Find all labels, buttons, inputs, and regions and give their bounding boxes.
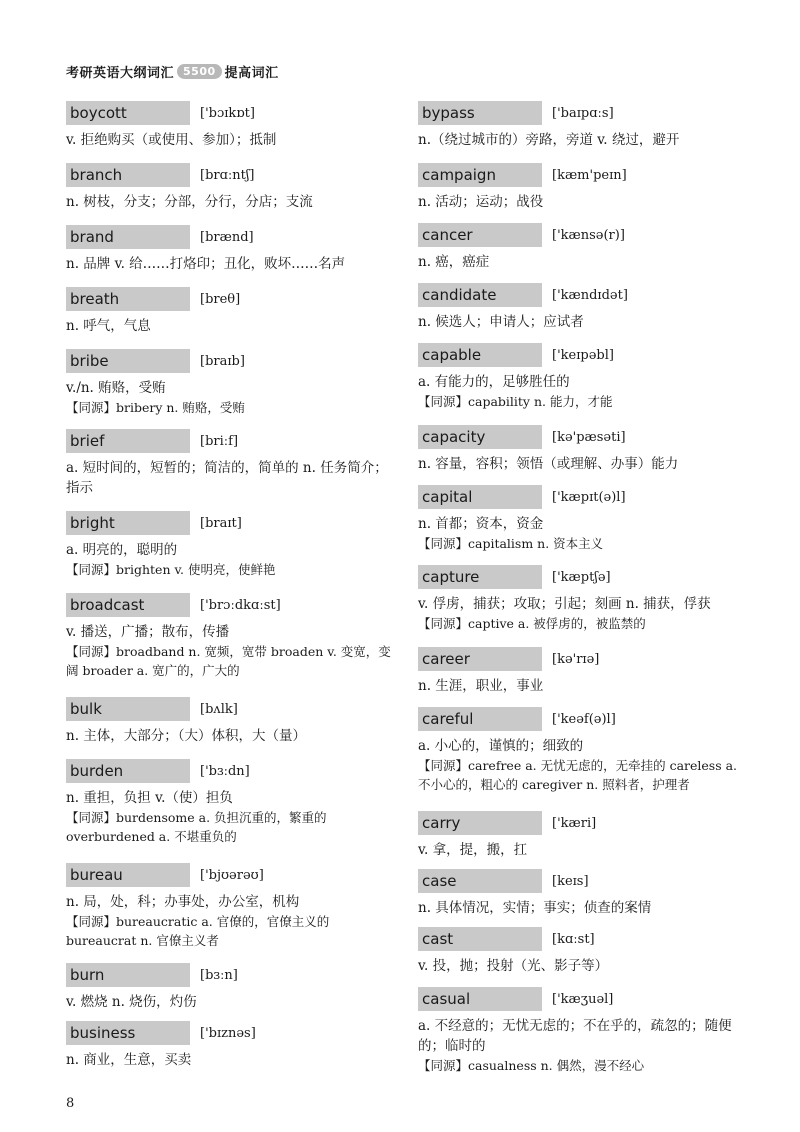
headword: branch	[66, 163, 190, 187]
cognate-note: 【同源】burdensome a. 负担沉重的，繁重的 overburdened a. 不堪重负的	[66, 810, 327, 844]
headword: cancer	[418, 223, 542, 247]
definition: v. 投，抛；投射（光、影子等）	[418, 958, 609, 974]
word-entry	[66, 696, 398, 746]
cognate-note: 【同源】bureaucratic a. 官僚的，官僚主义的 bureaucrat n. 官僚主义者	[66, 914, 330, 948]
entry-headrow	[418, 810, 738, 836]
headword: bypass	[418, 101, 542, 125]
definition: v. 拒绝购买（或使用、参加）；抵制	[66, 132, 277, 148]
headword: capture	[418, 565, 542, 589]
phonetic: [brænd]	[200, 229, 254, 245]
definition: n. 生涯，职业，事业	[418, 678, 544, 694]
definition: n. 重担，负担 v.（使）担负	[66, 790, 233, 806]
headword: capable	[418, 343, 542, 367]
cognate-note: 【同源】capability n. 能力，才能	[418, 394, 613, 409]
word-entry	[66, 100, 398, 150]
word-entry	[418, 706, 738, 794]
phonetic: ['kæpɪt(ə)l]	[552, 489, 626, 505]
definition: v./n. 贿赂，受贿	[66, 380, 166, 396]
headword: casual	[418, 987, 542, 1011]
word-entry	[418, 484, 738, 553]
definition: n. 品牌 v. 给……打烙印；丑化，败坏……名声	[66, 256, 346, 272]
definition: n. 首都；资本，资金	[418, 516, 544, 532]
cognate-note: 【同源】casualness n. 偶然，漫不经心	[418, 1058, 645, 1073]
word-entry	[418, 162, 738, 212]
entry-headrow	[418, 342, 738, 368]
entry-headrow	[418, 484, 738, 510]
definition: n. 候选人；申请人；应试者	[418, 314, 584, 330]
word-entry	[418, 986, 738, 1075]
entry-headrow	[418, 424, 738, 450]
entry-headrow	[66, 348, 398, 374]
phonetic: [kɑːst]	[552, 931, 595, 947]
definition: n. 癌，癌症	[418, 254, 490, 270]
word-entry	[418, 424, 738, 474]
phonetic: ['keəf(ə)l]	[552, 711, 616, 727]
definition: n. 主体，大部分；（大）体积，大（量）	[66, 728, 307, 744]
word-entry	[66, 224, 398, 274]
page-number: 8	[66, 1096, 75, 1111]
headword: bribe	[66, 349, 190, 373]
headword: cast	[418, 927, 542, 951]
word-entry	[66, 162, 398, 212]
phonetic: ['baɪpɑːs]	[552, 105, 614, 121]
word-entry	[418, 100, 738, 150]
definition: a. 明亮的，聪明的	[66, 542, 178, 558]
headword: career	[418, 647, 542, 671]
definition: n. 商业，生意，买卖	[66, 1052, 192, 1068]
headword: campaign	[418, 163, 542, 187]
headword: brief	[66, 429, 190, 453]
cognate-note: 【同源】capitalism n. 资本主义	[418, 536, 604, 551]
definition: a. 有能力的，足够胜任的	[418, 374, 570, 390]
phonetic: ['bɪznəs]	[200, 1025, 256, 1041]
definition: n. 树枝，分支；分部，分行，分店；支流	[66, 194, 313, 210]
definition: a. 不经意的；无忧无虑的；不在乎的，疏忽的；随便的；临时的	[418, 1018, 732, 1054]
definition: n. 活动；运动；战役	[418, 194, 544, 210]
headword: brand	[66, 225, 190, 249]
entry-headrow	[418, 986, 738, 1012]
phonetic: [braɪb]	[200, 353, 245, 369]
headword: burden	[66, 759, 190, 783]
phonetic: ['keɪpəbl]	[552, 347, 614, 363]
word-entry	[66, 286, 398, 336]
header-title-right: 提高词汇	[224, 66, 279, 81]
phonetic: [briːf]	[200, 433, 239, 449]
entry-headrow	[66, 162, 398, 188]
definition: v. 燃烧 n. 烧伤，灼伤	[66, 994, 197, 1010]
header-badge: 5500	[177, 64, 222, 79]
phonetic: ['kæptʃə]	[552, 569, 611, 585]
phonetic: [kə'rɪə]	[552, 651, 600, 667]
cognate-note: 【同源】bribery n. 贿赂，受贿	[66, 400, 245, 415]
definition: n. 局，处，科；办事处，办公室，机构	[66, 894, 300, 910]
headword: broadcast	[66, 593, 190, 617]
entry-headrow	[66, 286, 398, 312]
headword: business	[66, 1021, 190, 1045]
entry-headrow	[418, 926, 738, 952]
headword: bureau	[66, 863, 190, 887]
word-entry	[66, 592, 398, 680]
phonetic: ['bjʊərəʊ]	[200, 867, 264, 883]
phonetic: ['bɔɪkɒt]	[200, 105, 255, 121]
entry-headrow	[66, 1020, 398, 1046]
entry-headrow	[418, 100, 738, 126]
definition: n.（绕过城市的）旁路，旁道 v. 绕过，避开	[418, 132, 680, 148]
headword: breath	[66, 287, 190, 311]
headword: bright	[66, 511, 190, 535]
phonetic: [bʌlk]	[200, 701, 238, 717]
headword: boycott	[66, 101, 190, 125]
headword: capacity	[418, 425, 542, 449]
word-entry	[418, 222, 738, 272]
phonetic: ['kæʒuəl]	[552, 991, 614, 1007]
entry-headrow	[66, 862, 398, 888]
phonetic: ['kændɪdət]	[552, 287, 628, 303]
headword: candidate	[418, 283, 542, 307]
entry-headrow	[418, 162, 738, 188]
phonetic: [breθ]	[200, 291, 241, 307]
entry-headrow	[418, 222, 738, 248]
header-title-left: 考研英语大纲词汇	[66, 66, 175, 81]
word-entry	[66, 348, 398, 417]
cognate-note: 【同源】broadband n. 宽频，宽带 broaden v. 变宽，变阔 broader a. 宽广的，广大的	[66, 644, 391, 678]
definition: a. 短时间的，短暂的；简洁的，简单的 n. 任务简介；指示	[66, 460, 388, 496]
phonetic: [braɪt]	[200, 515, 242, 531]
cognate-note: 【同源】captive a. 被俘虏的，被监禁的	[418, 616, 646, 631]
page-header	[66, 62, 279, 81]
definition: a. 小心的，谨慎的；细致的	[418, 738, 584, 754]
phonetic: ['kænsə(r)]	[552, 227, 625, 243]
entry-headrow	[66, 696, 398, 722]
phonetic: [bɜːn]	[200, 967, 238, 983]
phonetic: ['brɔːdkɑːst]	[200, 597, 281, 613]
phonetic: [keɪs]	[552, 873, 589, 889]
headword: case	[418, 869, 542, 893]
entry-headrow	[66, 592, 398, 618]
cognate-note: 【同源】brighten v. 使明亮，使鲜艳	[66, 562, 276, 577]
word-entry	[418, 810, 738, 860]
entry-headrow	[418, 706, 738, 732]
word-entry	[418, 646, 738, 696]
word-entry	[418, 564, 738, 633]
definition: v. 拿，提，搬，扛	[418, 842, 528, 858]
word-entry	[66, 1020, 398, 1070]
headword: carry	[418, 811, 542, 835]
headword: burn	[66, 963, 190, 987]
entry-headrow	[418, 282, 738, 308]
entry-headrow	[418, 564, 738, 590]
word-entry	[418, 282, 738, 332]
entry-headrow	[418, 646, 738, 672]
entry-headrow	[66, 428, 398, 454]
word-entry	[66, 428, 398, 498]
definition: n. 具体情况，实情；事实；侦查的案情	[418, 900, 652, 916]
headword: bulk	[66, 697, 190, 721]
phonetic: [kə'pæsəti]	[552, 429, 626, 445]
word-entry	[418, 926, 738, 976]
entry-headrow	[66, 100, 398, 126]
definition: v. 播送，广播；散布，传播	[66, 624, 230, 640]
entry-headrow	[66, 224, 398, 250]
entry-headrow	[66, 962, 398, 988]
cognate-note: 【同源】carefree a. 无忧无虑的，无牵挂的 careless a. 不小心的，粗心的 caregiver n. 照料者，护理者	[418, 758, 738, 792]
phonetic: ['bɜːdn]	[200, 763, 250, 779]
phonetic: [brɑːntʃ]	[200, 167, 255, 183]
definition: n. 呼气，气息	[66, 318, 151, 334]
entry-headrow	[66, 758, 398, 784]
phonetic: ['kæri]	[552, 815, 597, 831]
word-entry	[66, 510, 398, 579]
word-entry	[66, 758, 398, 846]
word-entry	[66, 962, 398, 1012]
headword: careful	[418, 707, 542, 731]
entry-headrow	[66, 510, 398, 536]
word-entry	[418, 342, 738, 411]
word-entry	[66, 862, 398, 950]
word-entry	[418, 868, 738, 918]
headword: capital	[418, 485, 542, 509]
definition: v. 俘虏，捕获；攻取；引起；刻画 n. 捕获，俘获	[418, 596, 711, 612]
entry-headrow	[418, 868, 738, 894]
definition: n. 容量，容积；领悟（或理解、办事）能力	[418, 456, 679, 472]
phonetic: [kæm'peɪn]	[552, 167, 627, 183]
